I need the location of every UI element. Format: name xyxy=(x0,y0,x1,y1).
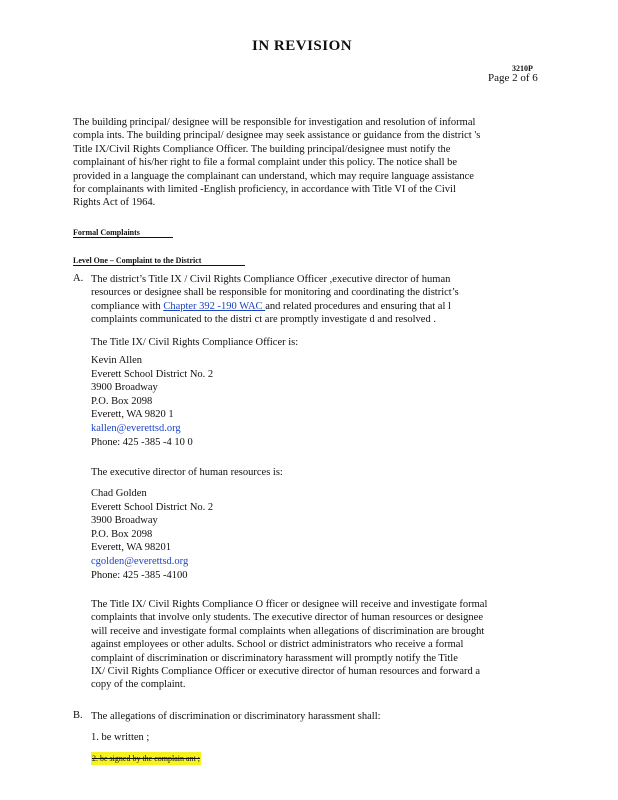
officer-email-link[interactable]: kallen@everettsd.org xyxy=(91,422,181,434)
page-number: Page 2 of 6 xyxy=(488,72,538,84)
officer-contact-block xyxy=(91,354,561,449)
receive-line: copy of the complaint. xyxy=(91,679,186,691)
receive-line: against employees or other adults. School or district administrators who receive a formal xyxy=(91,639,464,651)
subsection-heading-level-one: Level One – Complaint to the District xyxy=(73,256,245,266)
intro-line: provided in a language the complainant can understand, which may require language assistance xyxy=(73,170,474,182)
director-name: Chad Golden xyxy=(91,488,147,499)
wac-chapter-link[interactable]: Chapter 392 -190 WAC xyxy=(163,300,266,312)
intro-line: The building principal/ designee will be responsible for investigation and resolution of informal xyxy=(73,117,476,128)
officer-phone: Phone: 425 -385 -4 10 0 xyxy=(91,436,193,448)
intro-line: compla ints. The building principal/ designee may seek assistance or guidance from the district 's xyxy=(73,130,481,142)
officer-pobox: P.O. Box 2098 xyxy=(91,395,153,407)
document-status-title: IN REVISION xyxy=(252,38,353,54)
item-a-line-end: and related procedures and ensuring that al l xyxy=(265,300,451,312)
director-street: 3900 Broadway xyxy=(91,515,158,527)
officer-org: Everett School District No. 2 xyxy=(91,368,214,380)
item-a-line: complaints communicated to the distri ct are promptly investigate d and resolved . xyxy=(91,314,436,326)
item-b-sub-2-struck: 2. be signed by the complain ant ; xyxy=(92,754,200,763)
receive-paragraph xyxy=(91,598,561,692)
director-phone: Phone: 425 -385 -4100 xyxy=(91,569,188,581)
receive-line: IX/ Civil Rights Compliance Officer or executive director of human resources and forward a xyxy=(91,666,481,678)
item-b-label: B. xyxy=(73,710,83,721)
item-b-text: The allegations of discrimination or discriminatory harassment shall: xyxy=(91,711,381,722)
intro-line: complainant of his/her right to file a formal complaint under this policy. The notice shall be xyxy=(73,157,458,169)
item-a-line: The district’s Title IX / Civil Rights Compliance Officer ,executive director of human xyxy=(91,274,451,285)
item-a-line xyxy=(91,300,561,313)
director-contact-block xyxy=(91,487,561,582)
intro-line: Rights Act of 1964. xyxy=(73,197,156,209)
officer-intro: The Title IX/ Civil Rights Compliance Officer is: xyxy=(91,337,299,348)
item-a-line: resources or designee shall be responsible for monitoring and coordinating the district’s xyxy=(91,287,459,299)
receive-line: complaints that involve only students. The executive director of human resources or designee xyxy=(91,612,483,624)
officer-name: Kevin Allen xyxy=(91,355,143,366)
officer-street: 3900 Broadway xyxy=(91,382,158,394)
item-a-paragraph xyxy=(91,273,561,327)
receive-line: complaint of discrimination or discriminatory harassment will promptly notify the Title xyxy=(91,652,458,664)
item-a-label: A. xyxy=(73,273,84,284)
director-org: Everett School District No. 2 xyxy=(91,501,214,513)
director-city: Everett, WA 98201 xyxy=(91,542,172,554)
receive-line: The Title IX/ Civil Rights Compliance O fficer or designee will receive and investigate formal xyxy=(91,599,488,610)
intro-line: Title IX/Civil Rights Compliance Officer. The building principal/designee must notify the xyxy=(73,143,451,155)
officer-city: Everett, WA 9820 1 xyxy=(91,409,174,421)
director-pobox: P.O. Box 2098 xyxy=(91,528,153,540)
intro-line: for complainants with limited -English proficiency, in accordance with Title VI of the Civil xyxy=(73,184,456,196)
item-b-sub-1: 1. be written ; xyxy=(91,732,150,743)
item-a-line-start: compliance with xyxy=(91,300,164,312)
section-heading-formal-complaints: Formal Complaints xyxy=(73,228,173,238)
document-number: 3210P xyxy=(512,64,533,73)
receive-line: will receive and investigate formal complaints when allegations of discrimination are brought xyxy=(91,625,485,637)
intro-paragraph xyxy=(73,116,543,210)
director-email-link[interactable]: cgolden@everettsd.org xyxy=(91,555,189,567)
director-intro: The executive director of human resources is: xyxy=(91,467,283,478)
